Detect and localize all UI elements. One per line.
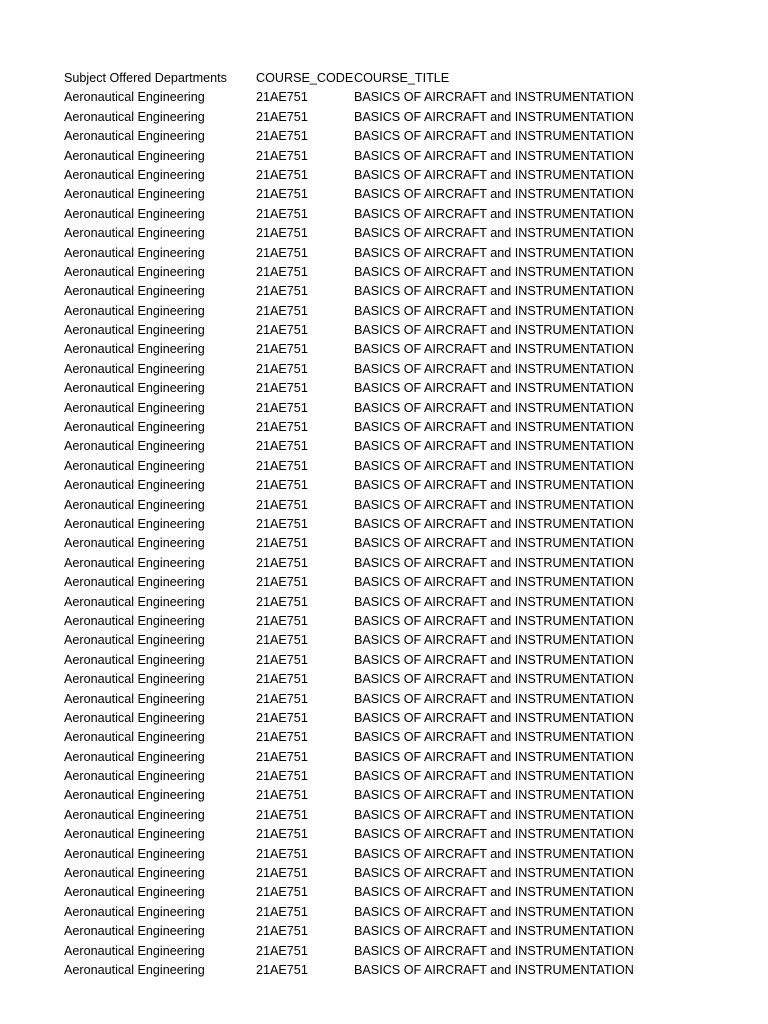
course-code-cell: 21AE751 <box>256 342 308 357</box>
course-code-cell: 21AE751 <box>256 129 308 144</box>
course-title-cell: BASICS OF AIRCRAFT and INSTRUMENTATION <box>354 846 634 861</box>
header-course-code: COURSE_CODE <box>256 71 354 85</box>
course-title-cell: BASICS OF AIRCRAFT and INSTRUMENTATION <box>354 129 634 144</box>
table-row <box>64 767 744 786</box>
course-title-cell: BASICS OF AIRCRAFT and INSTRUMENTATION <box>354 962 634 977</box>
course-title-cell: BASICS OF AIRCRAFT and INSTRUMENTATION <box>354 710 634 725</box>
course-code-cell: 21AE751 <box>256 400 308 415</box>
table-row <box>64 127 744 146</box>
table-row <box>64 573 744 592</box>
table-row <box>64 515 744 534</box>
course-title-cell: BASICS OF AIRCRAFT and INSTRUMENTATION <box>354 303 634 318</box>
course-code-cell: 21AE751 <box>256 323 308 338</box>
department-cell: Aeronautical Engineering <box>64 303 205 318</box>
course-title-cell: BASICS OF AIRCRAFT and INSTRUMENTATION <box>354 148 634 163</box>
department-cell: Aeronautical Engineering <box>64 129 205 144</box>
course-code-cell: 21AE751 <box>256 109 308 124</box>
course-title-cell: BASICS OF AIRCRAFT and INSTRUMENTATION <box>354 361 634 376</box>
course-code-cell: 21AE751 <box>256 167 308 182</box>
course-code-cell: 21AE751 <box>256 497 308 512</box>
course-code-cell: 21AE751 <box>256 613 308 628</box>
table-row <box>64 340 744 359</box>
course-title-cell: BASICS OF AIRCRAFT and INSTRUMENTATION <box>354 827 634 842</box>
department-cell: Aeronautical Engineering <box>64 652 205 667</box>
course-title-cell: BASICS OF AIRCRAFT and INSTRUMENTATION <box>354 420 634 435</box>
course-title-cell: BASICS OF AIRCRAFT and INSTRUMENTATION <box>354 516 634 531</box>
course-code-cell: 21AE751 <box>256 381 308 396</box>
course-title-cell: BASICS OF AIRCRAFT and INSTRUMENTATION <box>354 536 634 551</box>
course-code-cell: 21AE751 <box>256 594 308 609</box>
table-row <box>64 224 744 243</box>
department-cell: Aeronautical Engineering <box>64 264 205 279</box>
table-row <box>64 437 744 456</box>
course-code-cell: 21AE751 <box>256 924 308 939</box>
table-row <box>64 205 744 224</box>
department-cell: Aeronautical Engineering <box>64 497 205 512</box>
department-cell: Aeronautical Engineering <box>64 827 205 842</box>
course-code-cell: 21AE751 <box>256 361 308 376</box>
department-cell: Aeronautical Engineering <box>64 187 205 202</box>
table-row <box>64 748 744 767</box>
department-cell: Aeronautical Engineering <box>64 633 205 648</box>
course-code-cell: 21AE751 <box>256 264 308 279</box>
department-cell: Aeronautical Engineering <box>64 420 205 435</box>
department-cell: Aeronautical Engineering <box>64 226 205 241</box>
course-code-cell: 21AE751 <box>256 962 308 977</box>
course-title-cell: BASICS OF AIRCRAFT and INSTRUMENTATION <box>354 555 634 570</box>
department-cell: Aeronautical Engineering <box>64 962 205 977</box>
table-row <box>64 554 744 573</box>
course-code-cell: 21AE751 <box>256 90 308 105</box>
course-title-cell: BASICS OF AIRCRAFT and INSTRUMENTATION <box>354 323 634 338</box>
department-cell: Aeronautical Engineering <box>64 924 205 939</box>
department-cell: Aeronautical Engineering <box>64 439 205 454</box>
course-title-cell: BASICS OF AIRCRAFT and INSTRUMENTATION <box>354 226 634 241</box>
course-title-cell: BASICS OF AIRCRAFT and INSTRUMENTATION <box>354 497 634 512</box>
table-row <box>64 457 744 476</box>
course-code-cell: 21AE751 <box>256 866 308 881</box>
table-row <box>64 321 744 340</box>
course-code-cell: 21AE751 <box>256 788 308 803</box>
table-row <box>64 593 744 612</box>
department-cell: Aeronautical Engineering <box>64 323 205 338</box>
table-row <box>64 360 744 379</box>
department-cell: Aeronautical Engineering <box>64 846 205 861</box>
course-title-cell: BASICS OF AIRCRAFT and INSTRUMENTATION <box>354 807 634 822</box>
table-row <box>64 806 744 825</box>
course-title-cell: BASICS OF AIRCRAFT and INSTRUMENTATION <box>354 613 634 628</box>
course-code-cell: 21AE751 <box>256 439 308 454</box>
course-title-cell: BASICS OF AIRCRAFT and INSTRUMENTATION <box>354 187 634 202</box>
department-cell: Aeronautical Engineering <box>64 594 205 609</box>
table-row <box>64 709 744 728</box>
table-row <box>64 825 744 844</box>
department-cell: Aeronautical Engineering <box>64 769 205 784</box>
department-cell: Aeronautical Engineering <box>64 691 205 706</box>
course-code-cell: 21AE751 <box>256 633 308 648</box>
table-body <box>64 88 744 980</box>
department-cell: Aeronautical Engineering <box>64 575 205 590</box>
course-title-cell: BASICS OF AIRCRAFT and INSTRUMENTATION <box>354 924 634 939</box>
course-code-cell: 21AE751 <box>256 827 308 842</box>
course-code-cell: 21AE751 <box>256 904 308 919</box>
table-row <box>64 496 744 515</box>
department-cell: Aeronautical Engineering <box>64 167 205 182</box>
department-cell: Aeronautical Engineering <box>64 400 205 415</box>
table-row <box>64 690 744 709</box>
department-cell: Aeronautical Engineering <box>64 710 205 725</box>
course-code-cell: 21AE751 <box>256 710 308 725</box>
course-code-cell: 21AE751 <box>256 536 308 551</box>
course-title-cell: BASICS OF AIRCRAFT and INSTRUMENTATION <box>354 264 634 279</box>
course-code-cell: 21AE751 <box>256 885 308 900</box>
department-cell: Aeronautical Engineering <box>64 613 205 628</box>
course-title-cell: BASICS OF AIRCRAFT and INSTRUMENTATION <box>354 769 634 784</box>
course-title-cell: BASICS OF AIRCRAFT and INSTRUMENTATION <box>354 866 634 881</box>
course-code-cell: 21AE751 <box>256 206 308 221</box>
table-row <box>64 147 744 166</box>
department-cell: Aeronautical Engineering <box>64 90 205 105</box>
course-title-cell: BASICS OF AIRCRAFT and INSTRUMENTATION <box>354 90 634 105</box>
course-title-cell: BASICS OF AIRCRAFT and INSTRUMENTATION <box>354 943 634 958</box>
course-title-cell: BASICS OF AIRCRAFT and INSTRUMENTATION <box>354 284 634 299</box>
department-cell: Aeronautical Engineering <box>64 788 205 803</box>
table-row <box>64 476 744 495</box>
department-cell: Aeronautical Engineering <box>64 109 205 124</box>
course-code-cell: 21AE751 <box>256 245 308 260</box>
department-cell: Aeronautical Engineering <box>64 807 205 822</box>
course-title-cell: BASICS OF AIRCRAFT and INSTRUMENTATION <box>354 633 634 648</box>
course-code-cell: 21AE751 <box>256 672 308 687</box>
course-code-cell: 21AE751 <box>256 148 308 163</box>
course-title-cell: BASICS OF AIRCRAFT and INSTRUMENTATION <box>354 594 634 609</box>
table-row <box>64 786 744 805</box>
course-title-cell: BASICS OF AIRCRAFT and INSTRUMENTATION <box>354 478 634 493</box>
header-subject-offered-departments: Subject Offered Departments <box>64 71 227 85</box>
department-cell: Aeronautical Engineering <box>64 245 205 260</box>
course-title-cell: BASICS OF AIRCRAFT and INSTRUMENTATION <box>354 458 634 473</box>
table-row <box>64 922 744 941</box>
department-cell: Aeronautical Engineering <box>64 284 205 299</box>
course-title-cell: BASICS OF AIRCRAFT and INSTRUMENTATION <box>354 652 634 667</box>
department-cell: Aeronautical Engineering <box>64 730 205 745</box>
course-code-cell: 21AE751 <box>256 226 308 241</box>
department-cell: Aeronautical Engineering <box>64 206 205 221</box>
table-row <box>64 612 744 631</box>
table-row <box>64 244 744 263</box>
table-row <box>64 883 744 902</box>
course-title-cell: BASICS OF AIRCRAFT and INSTRUMENTATION <box>354 904 634 919</box>
course-code-cell: 21AE751 <box>256 691 308 706</box>
table-row <box>64 282 744 301</box>
course-title-cell: BASICS OF AIRCRAFT and INSTRUMENTATION <box>354 672 634 687</box>
spreadsheet-table <box>64 69 744 980</box>
department-cell: Aeronautical Engineering <box>64 866 205 881</box>
course-code-cell: 21AE751 <box>256 420 308 435</box>
department-cell: Aeronautical Engineering <box>64 749 205 764</box>
table-row <box>64 845 744 864</box>
course-title-cell: BASICS OF AIRCRAFT and INSTRUMENTATION <box>354 575 634 590</box>
department-cell: Aeronautical Engineering <box>64 361 205 376</box>
department-cell: Aeronautical Engineering <box>64 672 205 687</box>
course-code-cell: 21AE751 <box>256 943 308 958</box>
course-code-cell: 21AE751 <box>256 516 308 531</box>
table-row <box>64 399 744 418</box>
course-code-cell: 21AE751 <box>256 187 308 202</box>
header-course-title: COURSE_TITLE <box>354 71 450 85</box>
course-code-cell: 21AE751 <box>256 749 308 764</box>
course-title-cell: BASICS OF AIRCRAFT and INSTRUMENTATION <box>354 788 634 803</box>
table-row <box>64 534 744 553</box>
table-row <box>64 670 744 689</box>
table-row <box>64 263 744 282</box>
table-row <box>64 108 744 127</box>
department-cell: Aeronautical Engineering <box>64 943 205 958</box>
course-code-cell: 21AE751 <box>256 730 308 745</box>
course-code-cell: 21AE751 <box>256 846 308 861</box>
course-code-cell: 21AE751 <box>256 652 308 667</box>
table-row <box>64 302 744 321</box>
table-row <box>64 379 744 398</box>
course-title-cell: BASICS OF AIRCRAFT and INSTRUMENTATION <box>354 749 634 764</box>
course-title-cell: BASICS OF AIRCRAFT and INSTRUMENTATION <box>354 245 634 260</box>
course-code-cell: 21AE751 <box>256 555 308 570</box>
department-cell: Aeronautical Engineering <box>64 555 205 570</box>
course-code-cell: 21AE751 <box>256 303 308 318</box>
department-cell: Aeronautical Engineering <box>64 342 205 357</box>
department-cell: Aeronautical Engineering <box>64 904 205 919</box>
department-cell: Aeronautical Engineering <box>64 478 205 493</box>
course-title-cell: BASICS OF AIRCRAFT and INSTRUMENTATION <box>354 206 634 221</box>
table-row <box>64 903 744 922</box>
course-title-cell: BASICS OF AIRCRAFT and INSTRUMENTATION <box>354 400 634 415</box>
course-code-cell: 21AE751 <box>256 284 308 299</box>
table-row <box>64 631 744 650</box>
department-cell: Aeronautical Engineering <box>64 516 205 531</box>
course-title-cell: BASICS OF AIRCRAFT and INSTRUMENTATION <box>354 342 634 357</box>
table-row <box>64 88 744 107</box>
department-cell: Aeronautical Engineering <box>64 458 205 473</box>
course-title-cell: BASICS OF AIRCRAFT and INSTRUMENTATION <box>354 691 634 706</box>
course-code-cell: 21AE751 <box>256 769 308 784</box>
header-row <box>64 69 744 88</box>
department-cell: Aeronautical Engineering <box>64 536 205 551</box>
table-row <box>64 864 744 883</box>
table-row <box>64 418 744 437</box>
course-title-cell: BASICS OF AIRCRAFT and INSTRUMENTATION <box>354 439 634 454</box>
course-code-cell: 21AE751 <box>256 807 308 822</box>
table-row <box>64 961 744 980</box>
table-row <box>64 942 744 961</box>
department-cell: Aeronautical Engineering <box>64 381 205 396</box>
course-code-cell: 21AE751 <box>256 575 308 590</box>
table-row <box>64 651 744 670</box>
table-row <box>64 166 744 185</box>
department-cell: Aeronautical Engineering <box>64 885 205 900</box>
course-code-cell: 21AE751 <box>256 478 308 493</box>
course-title-cell: BASICS OF AIRCRAFT and INSTRUMENTATION <box>354 885 634 900</box>
course-title-cell: BASICS OF AIRCRAFT and INSTRUMENTATION <box>354 730 634 745</box>
course-code-cell: 21AE751 <box>256 458 308 473</box>
course-title-cell: BASICS OF AIRCRAFT and INSTRUMENTATION <box>354 167 634 182</box>
course-title-cell: BASICS OF AIRCRAFT and INSTRUMENTATION <box>354 109 634 124</box>
course-title-cell: BASICS OF AIRCRAFT and INSTRUMENTATION <box>354 381 634 396</box>
department-cell: Aeronautical Engineering <box>64 148 205 163</box>
table-row <box>64 728 744 747</box>
table-row <box>64 185 744 204</box>
